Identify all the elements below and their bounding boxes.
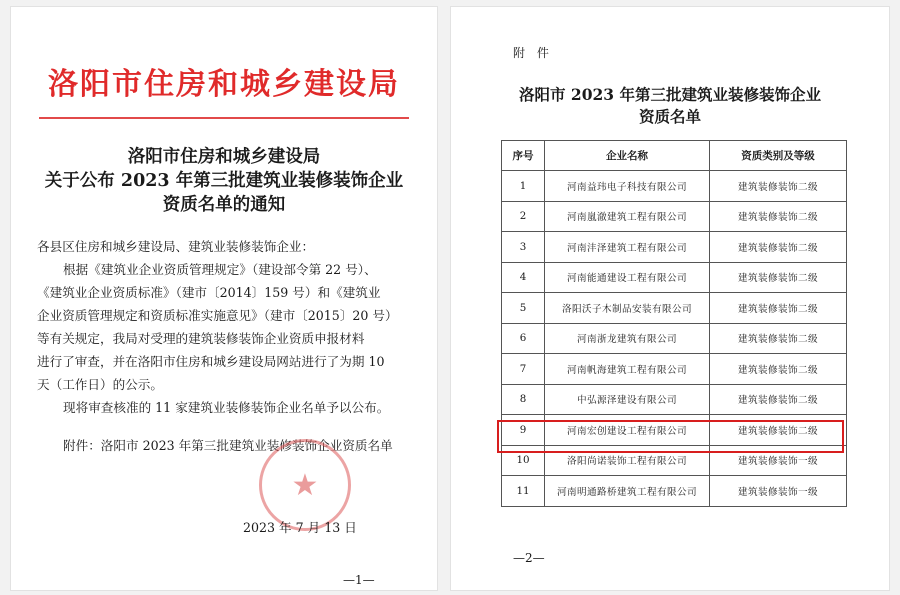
- row-company: 洛阳尚诺装饰工程有限公司: [545, 445, 710, 476]
- row-level: 建筑装修装饰二级: [710, 354, 847, 385]
- letterhead-divider: [39, 117, 409, 119]
- table-row: [502, 476, 847, 507]
- row-company: 河南宏创建设工程有限公司: [545, 415, 710, 446]
- notice-title-line-1: 洛阳市住房和城乡建设局: [127, 147, 321, 167]
- row-company: 河南嵐澈建筑工程有限公司: [545, 201, 710, 232]
- body-line: 等有关规定，我局对受理的建筑装修装饰企业资质申报材料: [37, 331, 365, 346]
- table-row: [502, 201, 847, 232]
- red-letterhead: 洛阳市住房和城乡建设局: [48, 67, 400, 102]
- table-row: [502, 384, 847, 415]
- notice-page: [10, 6, 438, 591]
- row-index: 1: [502, 171, 545, 202]
- row-level: 建筑装修装饰二级: [710, 262, 847, 293]
- row-company: 河南浙龙建筑有限公司: [545, 323, 710, 354]
- row-company: 河南益玮电子科技有限公司: [545, 171, 710, 202]
- row-index: 9: [502, 415, 545, 446]
- header-level: 资质类别及等级: [710, 141, 847, 171]
- table-header-row: [502, 141, 847, 171]
- row-level: 建筑装修装饰二级: [710, 293, 847, 324]
- row-level: 建筑装修装饰二级: [710, 323, 847, 354]
- salutation: 各县区住房和城乡建设局、建筑业装修装饰企业：: [37, 239, 315, 254]
- row-level: 建筑装修装饰二级: [710, 171, 847, 202]
- table-row: [502, 293, 847, 324]
- body-line: 现将审查核准的 11 家建筑业装修装饰企业名单予以公布。: [63, 400, 390, 415]
- body-line: 进行了审查，并在洛阳市住房和城乡建设局网站进行了为期 10: [37, 354, 385, 369]
- row-company: 河南明通路桥建筑工程有限公司: [545, 476, 710, 507]
- row-index: 2: [502, 201, 545, 232]
- issue-date: 2023 年 7 月 13 日: [243, 520, 357, 535]
- table-row-highlighted: [502, 415, 847, 446]
- notice-title-line-3: 资质名单的通知: [162, 195, 286, 215]
- attachment-label: 附 件: [513, 46, 553, 60]
- table-row: [502, 323, 847, 354]
- row-company: 河南沣泽建筑工程有限公司: [545, 232, 710, 263]
- table-row: [502, 354, 847, 385]
- table-row: [502, 445, 847, 476]
- row-index: 8: [502, 384, 545, 415]
- row-index: 7: [502, 354, 545, 385]
- row-index: 3: [502, 232, 545, 263]
- body-line: 根据《建筑业企业资质管理规定》（建设部令第 22 号）、: [63, 262, 377, 277]
- row-level: 建筑装修装饰一级: [710, 476, 847, 507]
- table-row: [502, 232, 847, 263]
- row-company: 中弘源泽建设有限公司: [545, 384, 710, 415]
- table-row: [502, 171, 847, 202]
- body-line: 天（工作日）的公示。: [37, 377, 163, 392]
- row-index: 4: [502, 262, 545, 293]
- row-level: 建筑装修装饰二级: [710, 201, 847, 232]
- row-company: 河南能通建设工程有限公司: [545, 262, 710, 293]
- attachment-page: [450, 6, 890, 591]
- row-index: 5: [502, 293, 545, 324]
- row-level: 建筑装修装饰二级: [710, 232, 847, 263]
- notice-title-line-2: 关于公布 2023 年第三批建筑业装修装饰企业: [44, 171, 404, 191]
- seal-star-icon: ★: [291, 468, 319, 503]
- page-number: —1—: [343, 573, 375, 587]
- row-index: 6: [502, 323, 545, 354]
- row-level: 建筑装修装饰二级: [710, 384, 847, 415]
- row-company: 河南帆海建筑工程有限公司: [545, 354, 710, 385]
- body-line: 企业资质管理规定和资质标准实施意见》（建市〔2015〕20 号）: [37, 308, 398, 323]
- list-title-line-1: 洛阳市 2023 年第三批建筑业装修装饰企业: [519, 85, 821, 104]
- table-row: [502, 262, 847, 293]
- row-company: 洛阳沃子木制品安装有限公司: [545, 293, 710, 324]
- body-line: 《建筑业企业资质标准》（建市〔2014〕159 号）和《建筑业: [37, 285, 381, 300]
- attachment-note: 附件：洛阳市 2023 年第三批建筑业装修装饰企业资质名单: [63, 438, 393, 453]
- row-level: 建筑装修装饰一级: [710, 445, 847, 476]
- qualification-table: [501, 140, 847, 507]
- list-title-line-2: 资质名单: [638, 107, 701, 126]
- row-index: 11: [502, 476, 545, 507]
- row-index: 10: [502, 445, 545, 476]
- header-index: 序号: [502, 141, 545, 171]
- header-company: 企业名称: [545, 141, 710, 171]
- row-level: 建筑装修装饰二级: [710, 415, 847, 446]
- page-number: —2—: [513, 551, 545, 565]
